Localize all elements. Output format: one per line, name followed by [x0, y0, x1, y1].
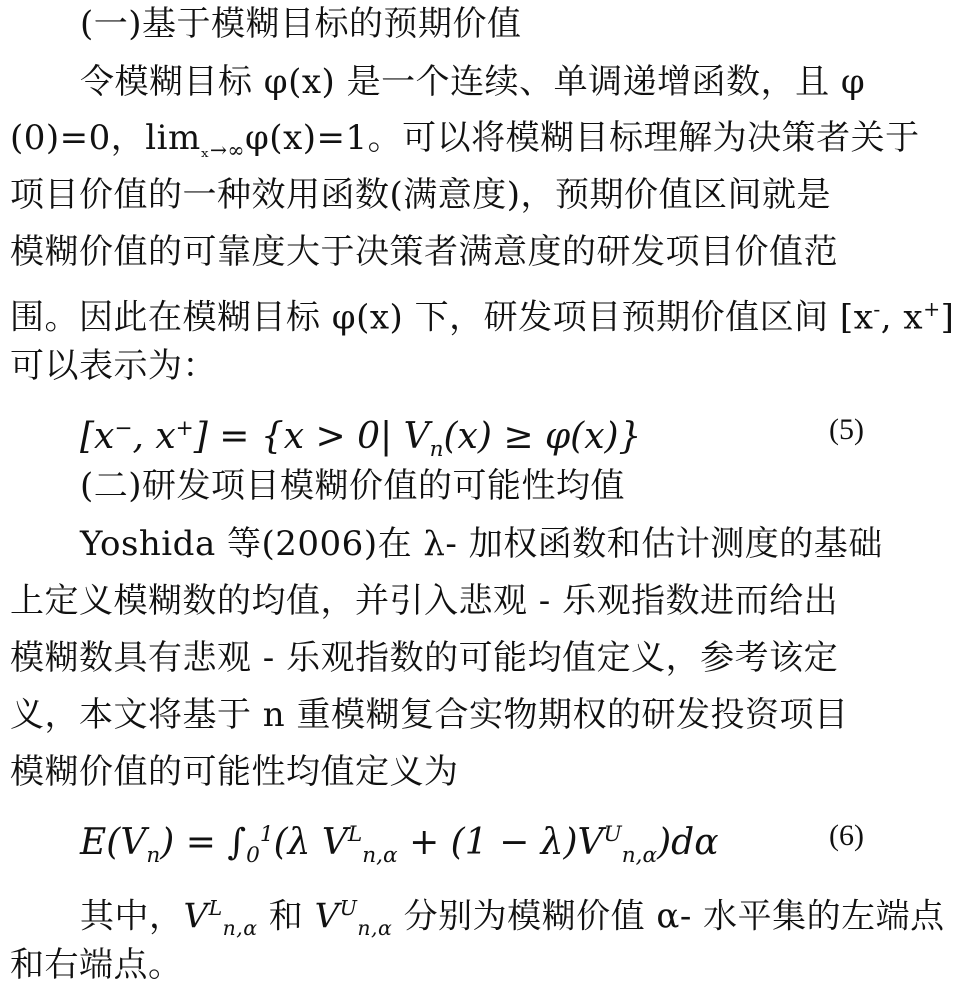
paragraph-line: 义，本文将基于 n 重模糊复合实物期权的研发投资项目 — [10, 695, 849, 735]
paragraph-line — [80, 888, 945, 948]
equation-6 — [80, 813, 719, 878]
math-fragment: U — [339, 896, 358, 920]
paragraph-line: 和右端点。 — [10, 945, 183, 985]
equation-part: ( — [106, 822, 121, 863]
equation-part: U — [603, 822, 622, 847]
paragraph-line: 可以表示为： — [10, 346, 217, 386]
limit-subscript: ₓ→∞ — [200, 137, 245, 162]
equation-part: V — [120, 822, 147, 863]
math-fragment: V — [314, 896, 340, 937]
paragraph-line: 模糊数具有悲观 - 乐观指数的可能均值定义，参考该定 — [10, 638, 839, 678]
superscript-minus: - — [873, 297, 881, 321]
equation-part: E — [80, 822, 107, 863]
equation-part: n — [146, 843, 161, 869]
equation-number-5: (5) — [829, 413, 864, 446]
paragraph-line: 模糊价值的可靠度大于决策者满意度的研发项目价值范 — [10, 232, 838, 272]
text-fragment: , x — [880, 297, 924, 338]
paragraph-line: 上定义模糊数的均值，并引入悲观 - 乐观指数进而给出 — [10, 581, 839, 621]
equation-part: 1 — [259, 822, 274, 847]
equation-part: 0 — [246, 843, 260, 869]
section-heading-1: (一)基于模糊目标的预期价值 — [80, 4, 522, 44]
superscript-plus: + — [923, 297, 941, 321]
paragraph-line: 模糊价值的可能性均值定义为 — [10, 752, 459, 792]
equation-part: ] = {x > 0| V — [193, 416, 430, 457]
text-fragment: 其中， — [80, 896, 184, 937]
equation-part: [x — [80, 416, 115, 457]
text-fragment: ] — [940, 297, 954, 338]
text-fragment: 分别为模糊价值 α- 水平集的左端点 — [392, 896, 945, 937]
equation-part: n,α — [621, 843, 658, 869]
paragraph-line: 令模糊目标 φ(x) 是一个连续、单调递增函数，且 φ — [80, 62, 866, 102]
section-heading-2: (二)研发项目模糊价值的可能性均值 — [80, 466, 626, 506]
equation-part: (λ V — [273, 822, 348, 863]
equation-part: − — [114, 416, 133, 441]
equation-part: L — [347, 822, 363, 847]
text-fragment: 和 — [257, 896, 315, 937]
equation-part: n — [429, 437, 444, 463]
equation-part: (x) ≥ φ(x)} — [443, 416, 642, 457]
equation-5 — [80, 407, 641, 472]
equation-part: , x — [132, 416, 176, 457]
equation-part: + (1 − λ)V — [397, 822, 604, 863]
paragraph-line — [10, 289, 954, 338]
equation-part: ) = ∫ — [160, 822, 247, 863]
text-fragment: φ(x)=1。可以将模糊目标理解为决策者关于 — [245, 118, 920, 158]
equation-part: )dα — [657, 822, 719, 863]
equation-number-6: (6) — [829, 819, 864, 852]
paragraph-line: Yoshida 等(2006)在 λ- 加权函数和估计测度的基础 — [80, 524, 883, 564]
math-fragment: n,α — [357, 916, 393, 941]
math-fragment: V — [183, 896, 209, 937]
text-fragment: (0)=0，lim — [10, 118, 201, 158]
equation-part: + — [175, 416, 194, 441]
text-fragment: 围。因此在模糊目标 φ(x) 下，研发项目预期价值区间 [x — [10, 297, 874, 338]
paragraph-line — [10, 118, 920, 170]
equation-part: n,α — [362, 843, 398, 869]
paragraph-line: 项目价值的一种效用函数(满意度)，预期价值区间就是 — [10, 175, 832, 215]
math-fragment: n,α — [222, 916, 258, 941]
math-fragment: L — [208, 896, 223, 920]
